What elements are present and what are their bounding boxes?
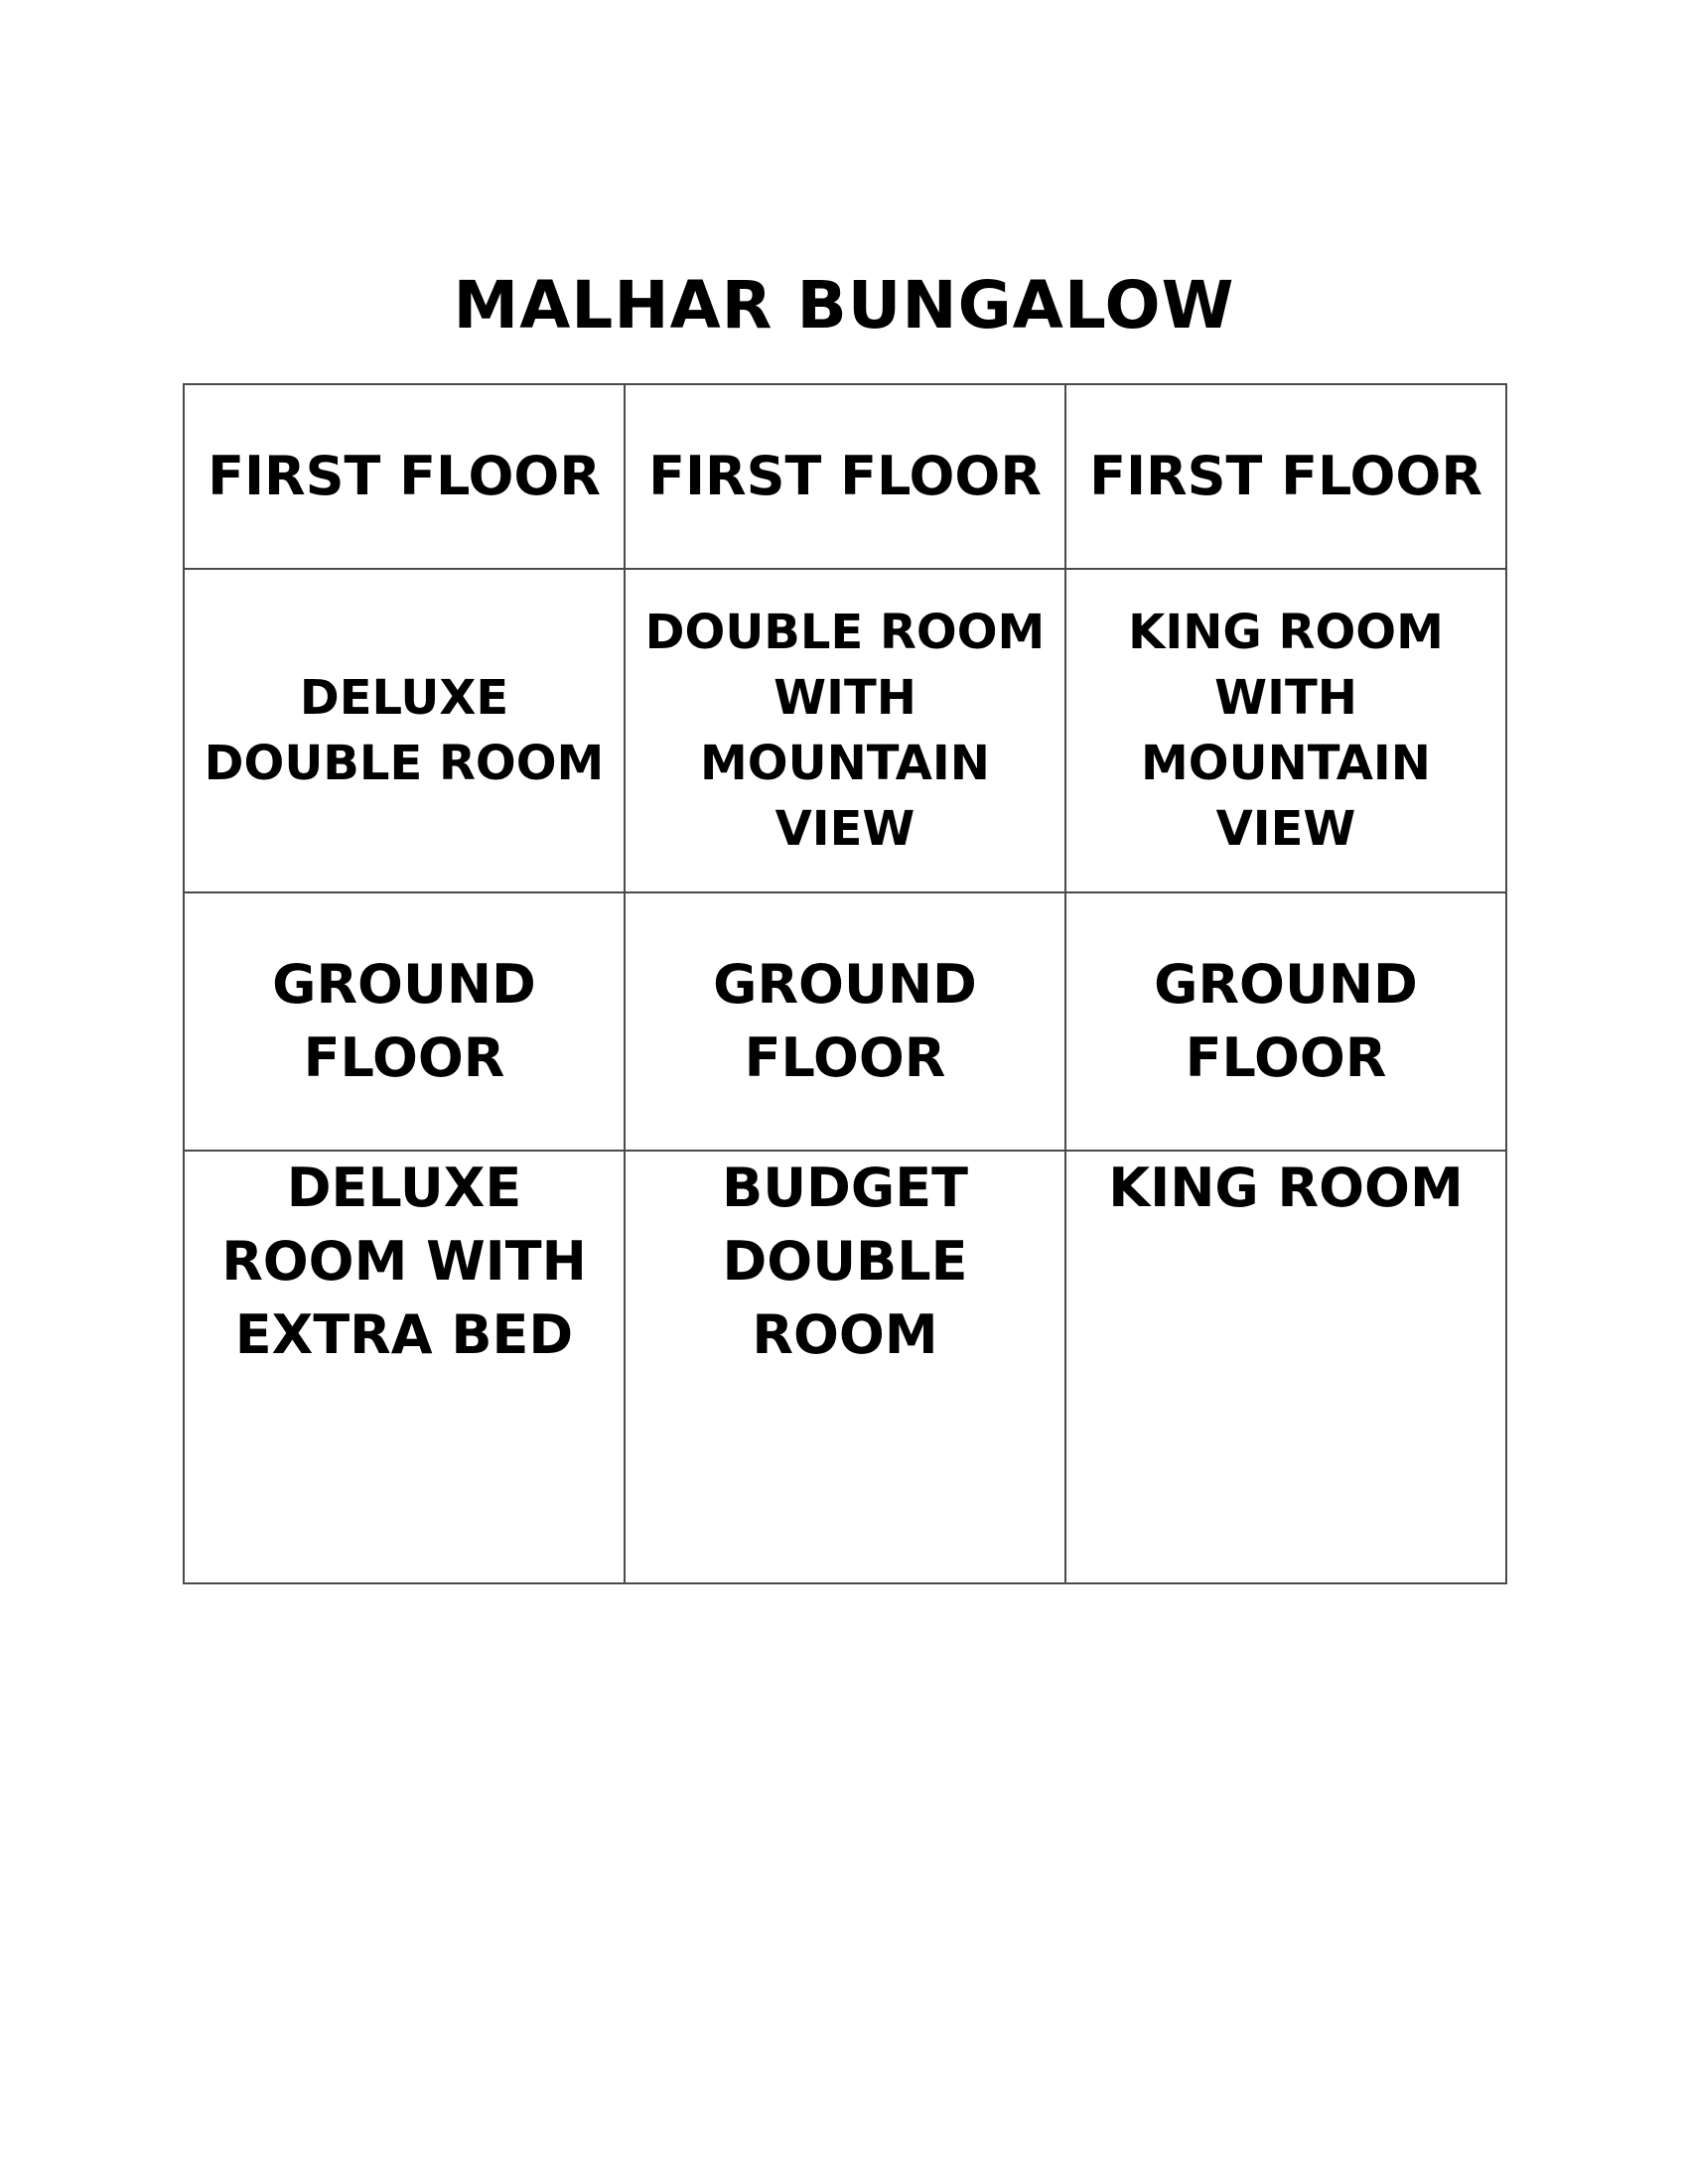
table-cell <box>625 1151 1065 1583</box>
table-row-ground-floor <box>184 892 1506 1151</box>
table-cell <box>184 384 625 569</box>
table-cell <box>625 569 1065 892</box>
table-cell <box>1065 1151 1506 1583</box>
table-row-first-floor <box>184 384 1506 569</box>
room-name: BUDGET DOUBLE ROOM <box>722 1157 968 1366</box>
floor-label: FIRST FLOOR <box>208 445 601 507</box>
floor-label: FIRST FLOOR <box>648 445 1042 507</box>
table-cell <box>625 892 1065 1151</box>
table-cell <box>1065 892 1506 1151</box>
room-name: DELUXE DOUBLE ROOM <box>204 670 605 791</box>
floor-label: FIRST FLOOR <box>1089 445 1482 507</box>
table-cell <box>184 892 625 1151</box>
table-row-ground-floor-rooms <box>184 1151 1506 1583</box>
floor-label: GROUND FLOOR <box>1154 953 1418 1089</box>
table-cell <box>1065 569 1506 892</box>
floor-label: GROUND FLOOR <box>272 953 536 1089</box>
table-cell <box>184 569 625 892</box>
table-cell <box>1065 384 1506 569</box>
room-name: KING ROOM <box>1108 1157 1464 1219</box>
floor-label: GROUND FLOOR <box>713 953 977 1089</box>
room-layout-table <box>183 383 1507 1584</box>
room-name: DELUXE ROOM WITH EXTRA BED <box>221 1157 587 1366</box>
room-name: KING ROOM WITH MOUNTAIN VIEW <box>1128 605 1444 857</box>
table-cell <box>625 384 1065 569</box>
room-name: DOUBLE ROOM WITH MOUNTAIN VIEW <box>644 605 1046 857</box>
document-title: MALHAR BUNGALOW <box>453 267 1235 343</box>
table-row-first-floor-rooms <box>184 569 1506 892</box>
table-cell <box>184 1151 625 1583</box>
